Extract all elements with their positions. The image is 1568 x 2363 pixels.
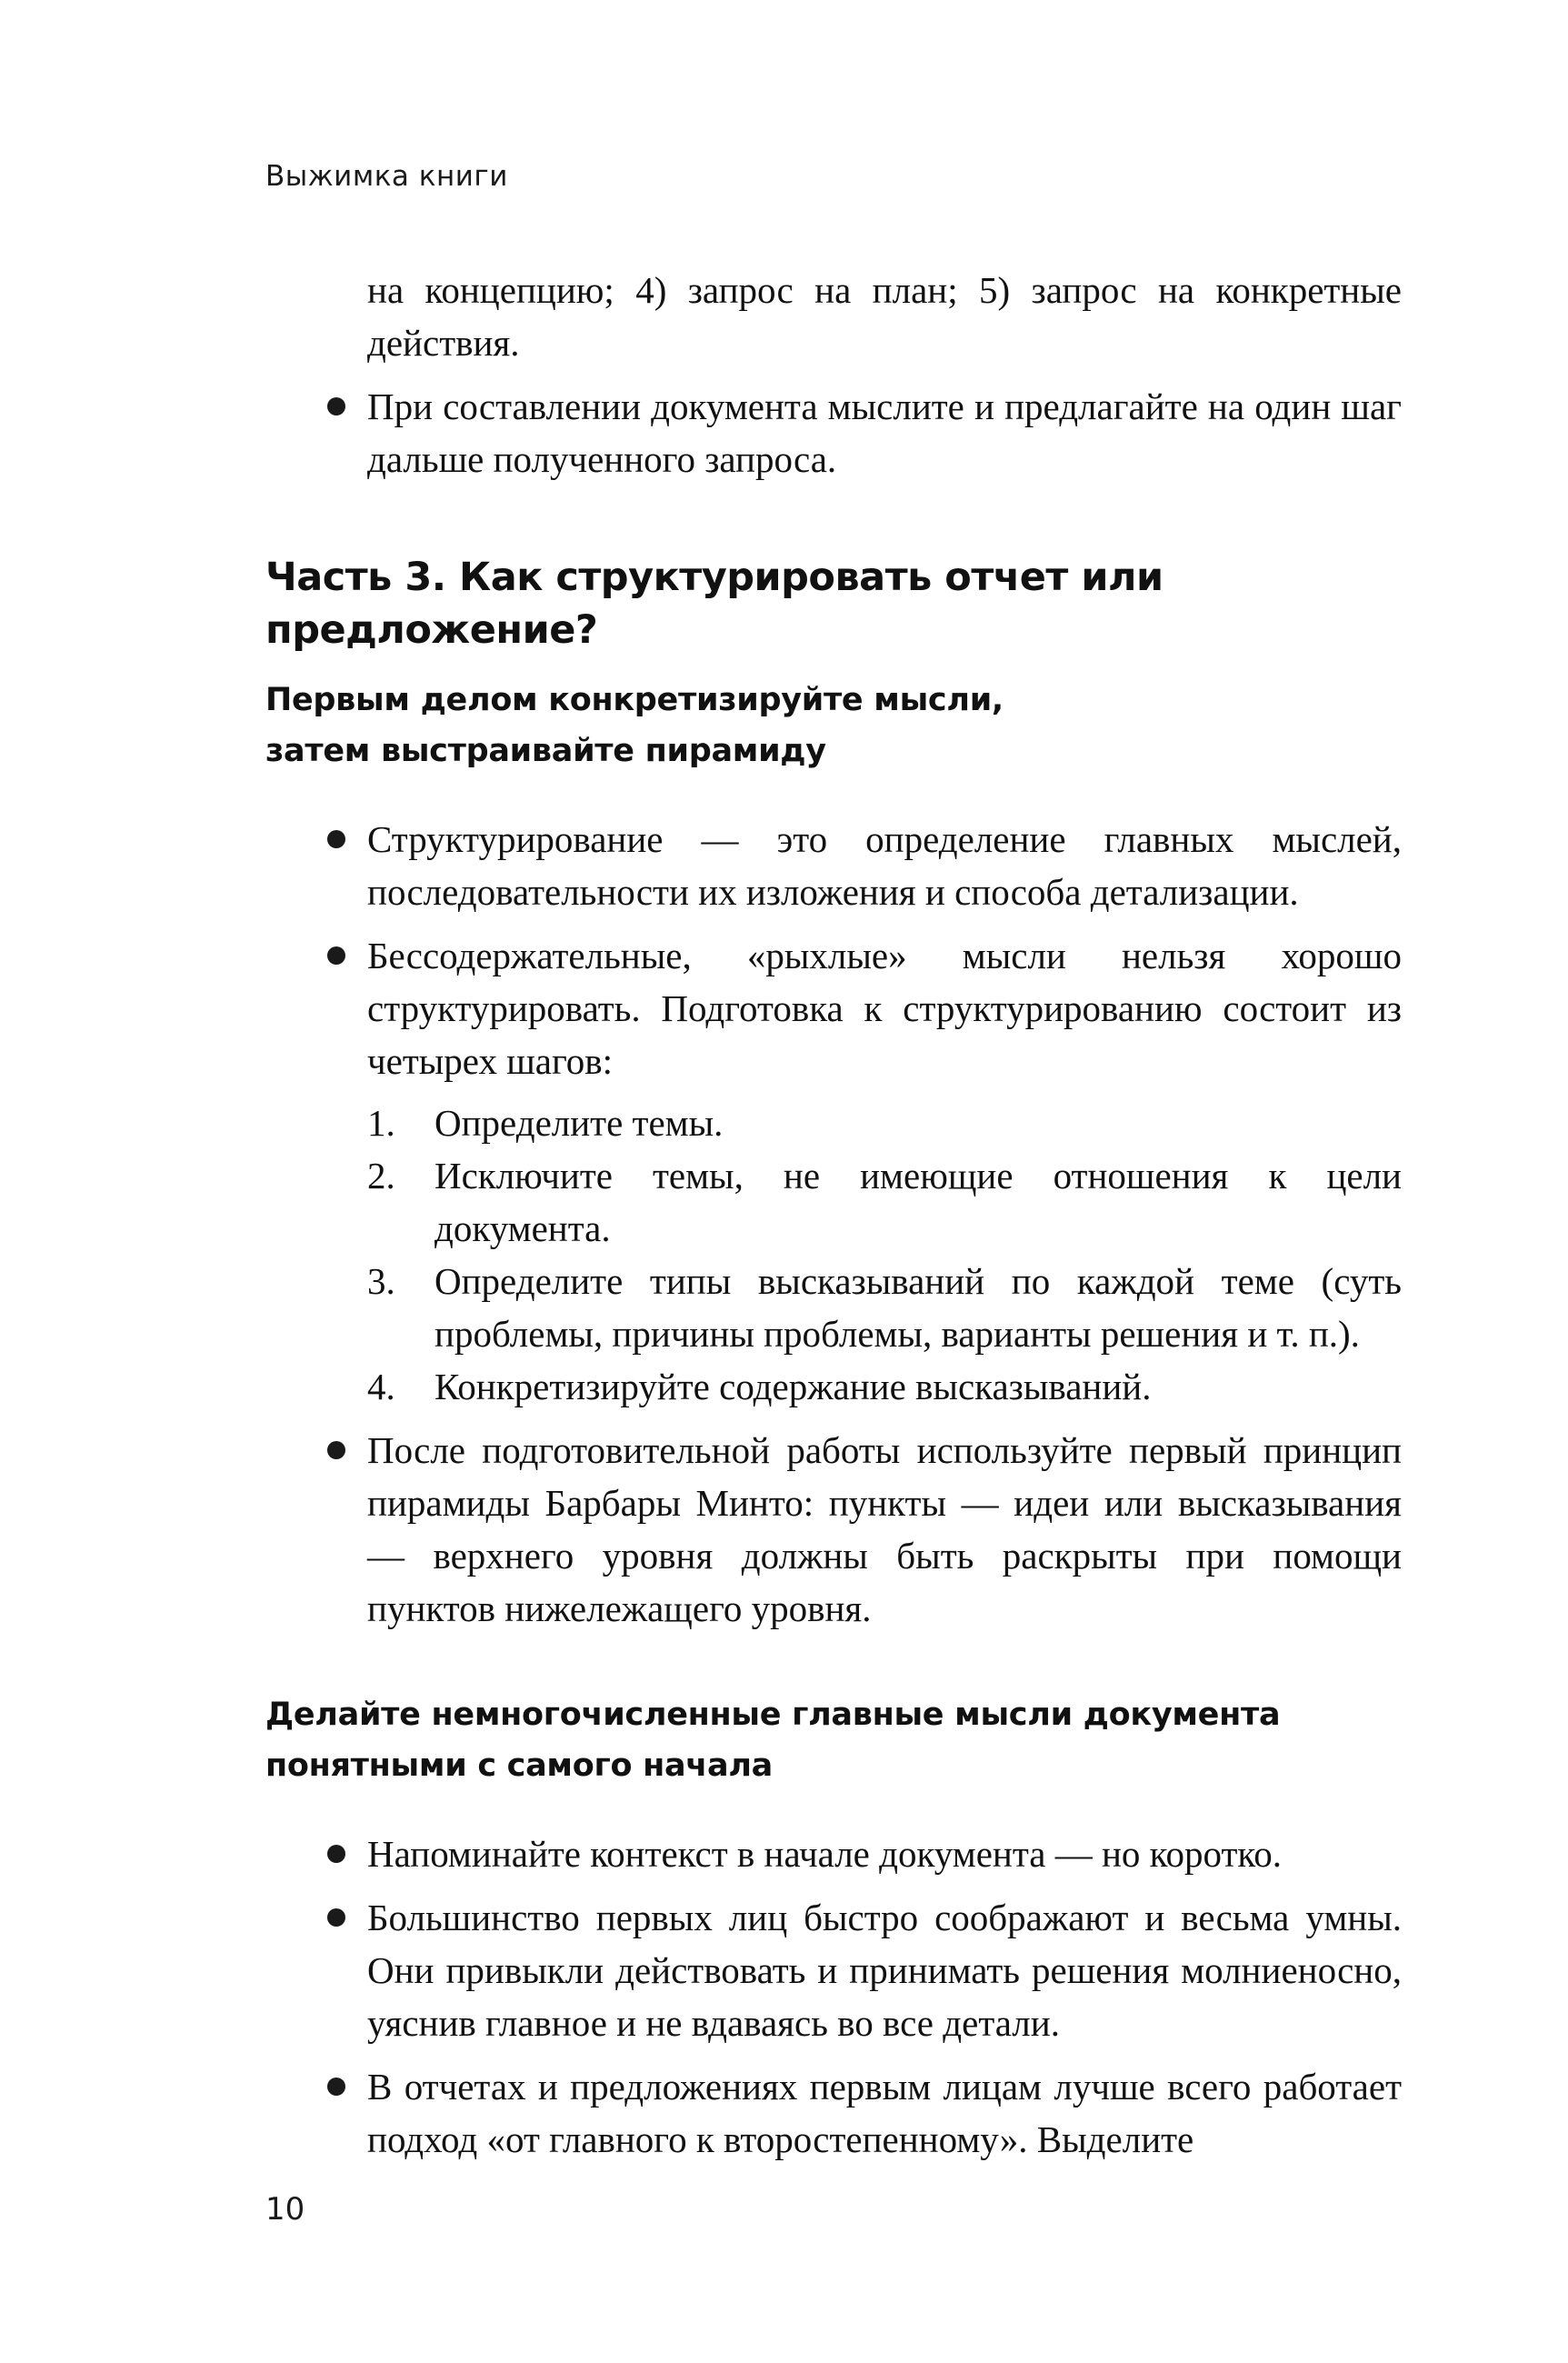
list-item-text: Бессодержательные, «рыхлые» мысли нельзя хорошо структурировать. Подготовка к структурированию состоит из четырех шагов: [367, 935, 1402, 1082]
numbered-steps-list [367, 1096, 1402, 1413]
top-bullet-list [265, 380, 1402, 486]
list-item-text: Структурирование — это определение главных мыслей, последовательности их изложения и способа детализации. [367, 818, 1402, 913]
list-item [265, 813, 1402, 918]
list-item-text: При составлении документа мыслите и предлагайте на один шаг дальше полученного запроса. [367, 385, 1402, 480]
section-heading-line: понятными с самого начала [265, 1747, 773, 1784]
list-item [265, 1827, 1402, 1880]
list-item [265, 2060, 1402, 2166]
bullet-dot-icon [327, 397, 345, 416]
bullet-dot-icon [327, 2078, 345, 2096]
step-item [367, 1255, 1402, 1360]
step-text: Конкретизируйте содержание высказываний. [434, 1366, 1152, 1407]
section-heading-line: Первым делом конкретизируйте мысли, [265, 682, 1004, 718]
list-item-text: После подготовительной работы используйте первый принцип пирамиды Барбары Минто: пункты — идеи или высказывания — верхнего уровня должны быть раскрыты при помощи пунктов нижележащего уровня. [367, 1429, 1402, 1629]
list-item-text: Напоминайте контекст в начале документа — но коротко. [367, 1833, 1282, 1875]
section1-bullet-list [265, 813, 1402, 1635]
step-item [367, 1096, 1402, 1149]
list-item [265, 380, 1402, 486]
section2-bullet-list [265, 1827, 1402, 2166]
bullet-dot-icon [327, 1441, 345, 1459]
chapter-heading: Часть 3. Как структурировать отчет или предложение? [265, 555, 1164, 653]
step-number: 4. [367, 1366, 395, 1407]
page-content [265, 264, 1402, 2177]
bullet-dot-icon [327, 830, 345, 848]
step-item [367, 1360, 1402, 1413]
bullet-dot-icon [327, 1908, 345, 1927]
continuation-paragraph: на концепцию; 4) запрос на план; 5) запрос на конкретные действия. [367, 269, 1402, 364]
section-heading-concretize [265, 675, 1402, 776]
list-item-text: В отчетах и предложениях первым лицам лучше всего работает подход «от главного к второстепенному». Выделите [367, 2066, 1402, 2160]
step-text: Определите темы. [434, 1102, 724, 1144]
list-item [265, 929, 1402, 1413]
step-item [367, 1149, 1402, 1255]
section-heading-line: Делайте немногочисленные главные мысли документа [265, 1697, 1281, 1733]
step-text: Определите типы высказываний по каждой теме (суть проблемы, причины проблемы, варианты решения и т. п.). [434, 1260, 1402, 1355]
step-number: 3. [367, 1260, 395, 1302]
list-item [265, 1424, 1402, 1635]
running-header: Выжимка книги [265, 160, 508, 193]
section-heading-line: затем выстраивайте пирамиду [265, 733, 826, 769]
step-number: 1. [367, 1102, 395, 1144]
list-item-text: Большинство первых лиц быстро соображают и весьма умны. Они привыкли действовать и принимать решения молниеносно, уяснив главное и не вдаваясь во все детали. [367, 1897, 1402, 2044]
step-number: 2. [367, 1155, 395, 1197]
list-item [265, 1891, 1402, 2049]
step-text: Исключите темы, не имеющие отношения к цели документа. [434, 1155, 1402, 1249]
page-number: 10 [265, 2191, 305, 2228]
section-heading-main-ideas [265, 1689, 1402, 1791]
bullet-dot-icon [327, 1845, 345, 1863]
bullet-dot-icon [327, 946, 345, 965]
